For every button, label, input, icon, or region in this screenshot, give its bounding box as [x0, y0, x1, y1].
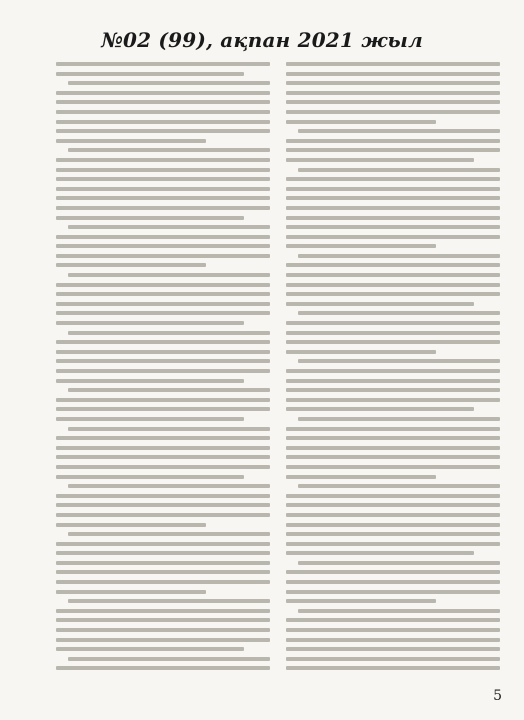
text-line [286, 110, 500, 114]
text-line [298, 359, 500, 363]
text-line [56, 292, 270, 296]
text-line [56, 647, 244, 651]
text-line [56, 120, 270, 124]
text-line [68, 81, 270, 85]
text-line [286, 647, 500, 651]
text-line [56, 398, 270, 402]
text-line [286, 177, 500, 181]
text-line [286, 62, 500, 66]
text-line [286, 235, 500, 239]
text-line [56, 455, 270, 459]
text-line [56, 139, 206, 143]
text-line [56, 407, 270, 411]
text-line [56, 283, 270, 287]
text-line [286, 273, 500, 277]
text-line [286, 388, 500, 392]
text-line [56, 254, 270, 258]
text-line [68, 331, 270, 335]
text-line [286, 638, 500, 642]
text-line [286, 398, 500, 402]
text-line [68, 532, 270, 536]
text-line [286, 542, 500, 546]
text-line [286, 302, 474, 306]
text-line [56, 110, 270, 114]
text-line [286, 331, 500, 335]
text-line [56, 350, 270, 354]
text-line [286, 494, 500, 498]
text-line [56, 340, 270, 344]
text-line [286, 532, 500, 536]
text-line [56, 666, 270, 670]
text-line [56, 321, 244, 325]
text-line [286, 100, 500, 104]
text-line [56, 590, 206, 594]
text-column-right [286, 62, 500, 670]
text-line [286, 244, 436, 248]
text-line [286, 618, 500, 622]
text-line [286, 196, 500, 200]
text-line [56, 263, 206, 267]
text-line [298, 484, 500, 488]
text-line [56, 446, 270, 450]
text-line [286, 292, 500, 296]
text-line [56, 235, 270, 239]
text-line [56, 580, 270, 584]
text-line [56, 523, 206, 527]
text-line [298, 609, 500, 613]
text-line [298, 254, 500, 258]
text-line [286, 455, 500, 459]
text-line [68, 484, 270, 488]
text-line [56, 513, 270, 517]
text-line [298, 561, 500, 565]
text-line [56, 503, 270, 507]
text-line [56, 302, 270, 306]
text-line [68, 657, 270, 661]
text-line [298, 168, 500, 172]
text-line [286, 503, 500, 507]
text-line [286, 666, 500, 670]
text-line [286, 465, 500, 469]
text-line [56, 168, 270, 172]
text-line [286, 91, 500, 95]
text-line [286, 513, 500, 517]
text-line [286, 148, 500, 152]
text-line [286, 446, 500, 450]
text-line [286, 216, 500, 220]
text-line [286, 551, 474, 555]
text-line [286, 72, 500, 76]
text-line [298, 311, 500, 315]
text-line [286, 475, 436, 479]
text-line [56, 638, 270, 642]
text-line [286, 206, 500, 210]
text-column-left [56, 62, 270, 670]
text-line [286, 628, 500, 632]
text-line [56, 494, 270, 498]
text-line [286, 187, 500, 191]
text-line [56, 551, 270, 555]
text-line [68, 427, 270, 431]
text-line [286, 599, 436, 603]
text-line [56, 609, 270, 613]
text-line [56, 158, 270, 162]
text-line [56, 359, 270, 363]
text-line [56, 369, 270, 373]
text-line [56, 561, 270, 565]
text-line [286, 657, 500, 661]
text-line [68, 388, 270, 392]
text-line [56, 475, 244, 479]
text-line [68, 225, 270, 229]
text-line [56, 177, 270, 181]
text-line [56, 311, 270, 315]
text-line [56, 570, 270, 574]
text-line [56, 379, 244, 383]
text-line [68, 273, 270, 277]
issue-header: №02 (99), ақпан 2021 жыл [101, 28, 423, 52]
text-line [286, 321, 500, 325]
text-line [298, 417, 500, 421]
text-line [286, 139, 500, 143]
text-line [286, 379, 500, 383]
text-line [286, 283, 500, 287]
text-line [56, 206, 270, 210]
text-line [56, 72, 244, 76]
text-line [68, 599, 270, 603]
text-line [286, 580, 500, 584]
text-line [298, 129, 500, 133]
text-line [286, 427, 500, 431]
text-line [286, 350, 436, 354]
text-line [56, 618, 270, 622]
text-line [56, 542, 270, 546]
text-line [286, 81, 500, 85]
text-line [286, 158, 474, 162]
text-line [56, 465, 270, 469]
text-line [56, 436, 270, 440]
text-line [56, 187, 270, 191]
text-line [56, 91, 270, 95]
text-line [286, 407, 474, 411]
text-line [56, 100, 270, 104]
text-line [286, 436, 500, 440]
text-line [56, 244, 270, 248]
text-line [56, 62, 270, 66]
text-line [286, 590, 500, 594]
text-line [286, 120, 436, 124]
text-line [56, 196, 270, 200]
text-line [286, 225, 500, 229]
text-line [56, 417, 244, 421]
text-line [56, 216, 244, 220]
text-line [286, 369, 500, 373]
text-line [68, 148, 270, 152]
text-line [56, 129, 270, 133]
text-line [56, 628, 270, 632]
text-line [286, 523, 500, 527]
text-line [286, 570, 500, 574]
text-line [286, 340, 500, 344]
page-number: 5 [493, 688, 502, 704]
text-line [286, 263, 500, 267]
